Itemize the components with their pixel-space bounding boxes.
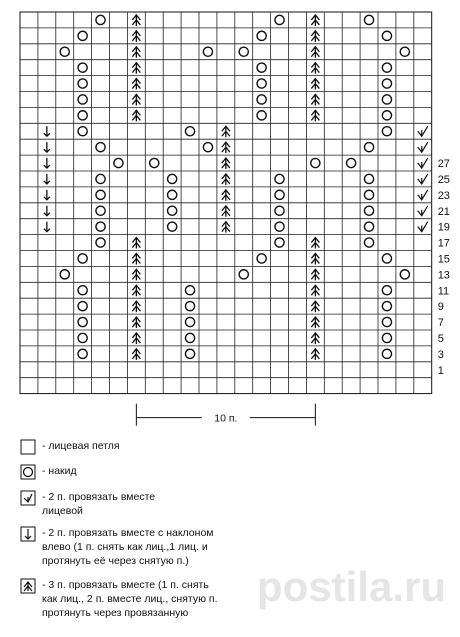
row-number-label: 7 [437, 317, 444, 330]
row-number-label: 9 [437, 301, 444, 314]
row-number-label: 25 [437, 173, 450, 186]
blank-square-icon [20, 439, 36, 455]
row-number-label: 5 [437, 332, 444, 345]
row-number-label: 21 [437, 205, 450, 218]
ssk-arrow-down-icon [20, 526, 36, 542]
row-number-label: 23 [437, 189, 450, 202]
legend-text: - 3 п. провязать вместе (1 п. снять как лиц., 2 п. вместе лиц., снятую п. протянуть через провязанную [42, 579, 218, 619]
row-number-label: 27 [437, 158, 450, 171]
row-number-label: 17 [437, 237, 450, 250]
row-number-label: 1 [437, 364, 444, 377]
row-number-label: 13 [437, 269, 450, 282]
row-number-label: 11 [437, 285, 450, 298]
legend-text: - 2 п. провязать вместе лицевой [42, 491, 156, 517]
repeat-label: 10 п. [214, 412, 238, 425]
yarn-over-circle-icon [20, 464, 36, 480]
k3tog-arrow-up-icon [20, 578, 36, 594]
legend-text: - накид [42, 465, 77, 477]
k2tog-check-icon [20, 490, 36, 506]
legend-text: - 2 п. провязать вместе с наклоном влево (1 п. снять как лиц.,1 лиц. и протянуть её через снятую п.) [42, 527, 214, 567]
legend-text: - лицевая петля [42, 440, 120, 452]
row-number-label: 19 [437, 221, 450, 234]
row-number-label: 15 [437, 253, 450, 266]
watermark: postila.ru [256, 563, 446, 610]
row-number-label: 3 [437, 348, 444, 361]
